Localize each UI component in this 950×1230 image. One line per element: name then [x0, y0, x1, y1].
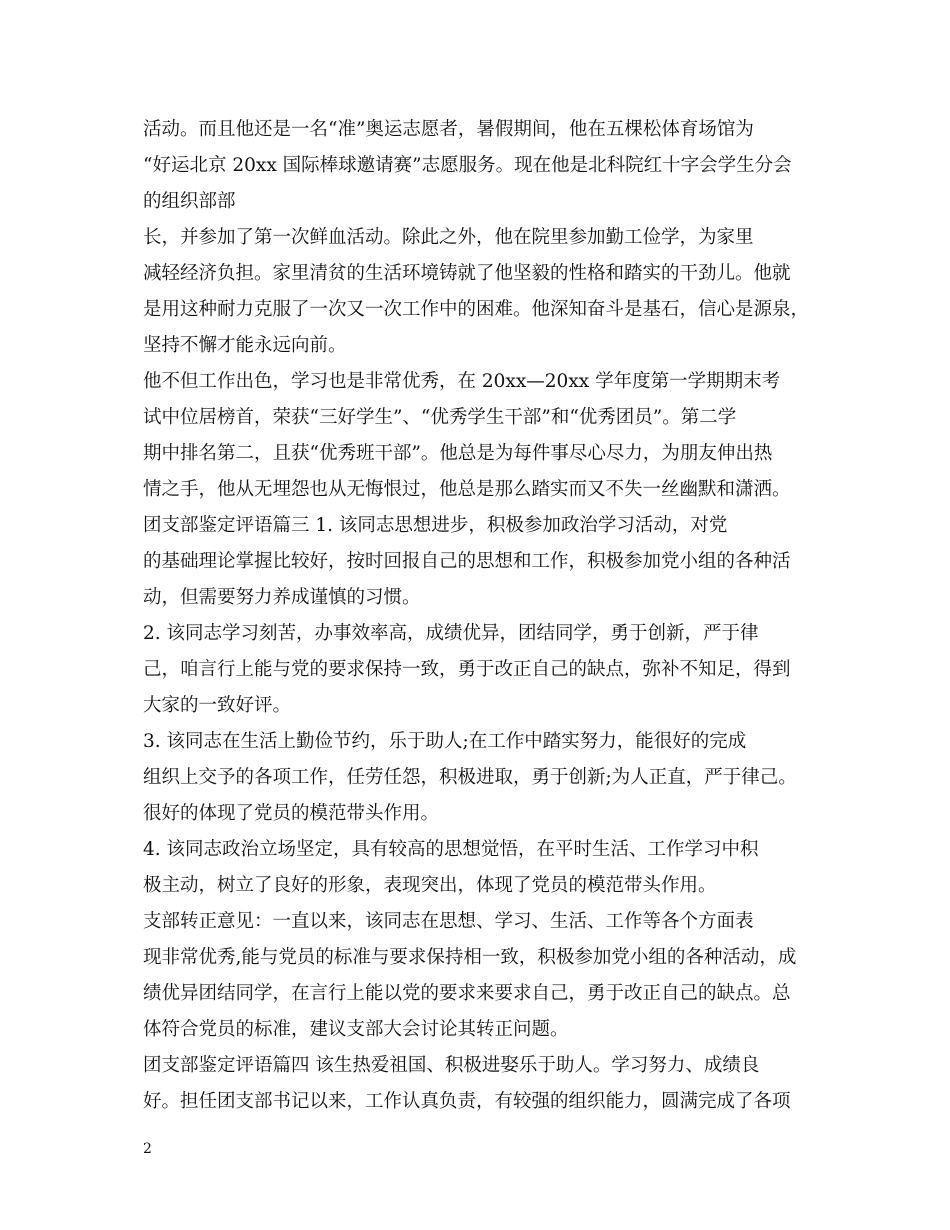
text-line: 组织上交予的各项工作，任劳任怨，积极进取，勇于创新;为人正直，严于律己。 [143, 767, 797, 788]
text-line: 体符合党员的标准，建议支部大会讨论其转正问题。 [143, 1019, 569, 1040]
text-line: 动，但需要努力养成谨慎的习惯。 [143, 587, 421, 608]
text-line: 己，咱言行上能与党的要求保持一致，勇于改正自己的缺点，弥补不知足，得到 [143, 659, 791, 680]
text-line: 是用这种耐力克服了一次又一次工作中的困难。他深知奋斗是基石，信心是源泉， [143, 299, 810, 320]
text-line: 试中位居榜首，荣获“三好学生”、“优秀学生干部”和“优秀团员”。第二学 [143, 407, 737, 428]
text-line: 绩优异团结同学，在言行上能以党的要求来要求自己，勇于改正自己的缺点。总 [143, 983, 791, 1004]
text-line: 活动。而且他还是一名“准”奥运志愿者，暑假期间，他在五棵松体育场馆为 [143, 119, 754, 140]
text-line: 情之手，他从无埋怨也从无悔恨过，他总是那么踏实而又不失一丝幽默和潇洒。 [143, 479, 791, 500]
text-line: 支部转正意见：一直以来，该同志在思想、学习、生活、工作等各个方面表 [143, 911, 754, 932]
text-line: 的组织部部 [143, 191, 236, 212]
text-line: 4. 该同志政治立场坚定，具有较高的思想觉悟，在平时生活、工作学习中积 [143, 839, 759, 860]
text-line: 好。担任团支部书记以来，工作认真负责，有较强的组织能力，圆满完成了各项 [143, 1091, 791, 1112]
text-line: 期中排名第二，且获“优秀班干部”。他总是为每件事尽心尽力，为朋友伸出热 [143, 443, 773, 464]
text-line: 长，并参加了第一次鲜血活动。除此之外，他在院里参加勤工俭学，为家里 [143, 227, 754, 248]
text-line: 2. 该同志学习刻苦，办事效率高，成绩优异，团结同学，勇于创新，严于律 [143, 623, 759, 644]
text-line: 坚持不懈才能永远向前。 [143, 335, 347, 356]
text-line: 团支部鉴定评语篇三 1. 该同志思想进步，积极参加政治学习活动，对党 [143, 515, 728, 536]
text-line: 极主动，树立了良好的形象，表现突出，体现了党员的模范带头作用。 [143, 875, 717, 896]
text-line: 很好的体现了党员的模范带头作用。 [143, 803, 440, 824]
text-line: 团支部鉴定评语篇四 该生热爱祖国、积极进娶乐于助人。学习努力、成绩良 [143, 1055, 760, 1076]
text-line: 减轻经济负担。家里清贫的生活环境铸就了他坚毅的性格和踏实的干劲儿。他就 [143, 263, 791, 284]
text-line: “好运北京 20xx 国际棒球邀请赛”志愿服务。现在他是北科院红十字会学生分会 [143, 155, 792, 176]
text-line: 3. 该同志在生活上勤俭节约，乐于助人;在工作中踏实努力，能很好的完成 [143, 731, 747, 752]
text-line: 大家的一致好评。 [143, 695, 292, 716]
page-number: 2 [143, 1141, 152, 1157]
text-line: 的基础理论掌握比较好，按时回报自己的思想和工作，积极参加党小组的各种活 [143, 551, 791, 572]
text-line: 他不但工作出色，学习也是非常优秀，在 20xx—20xx 学年度第一学期期末考 [143, 371, 781, 392]
text-line: 现非常优秀,能与党员的标准与要求保持相一致，积极参加党小组的各种活动，成 [143, 947, 797, 968]
